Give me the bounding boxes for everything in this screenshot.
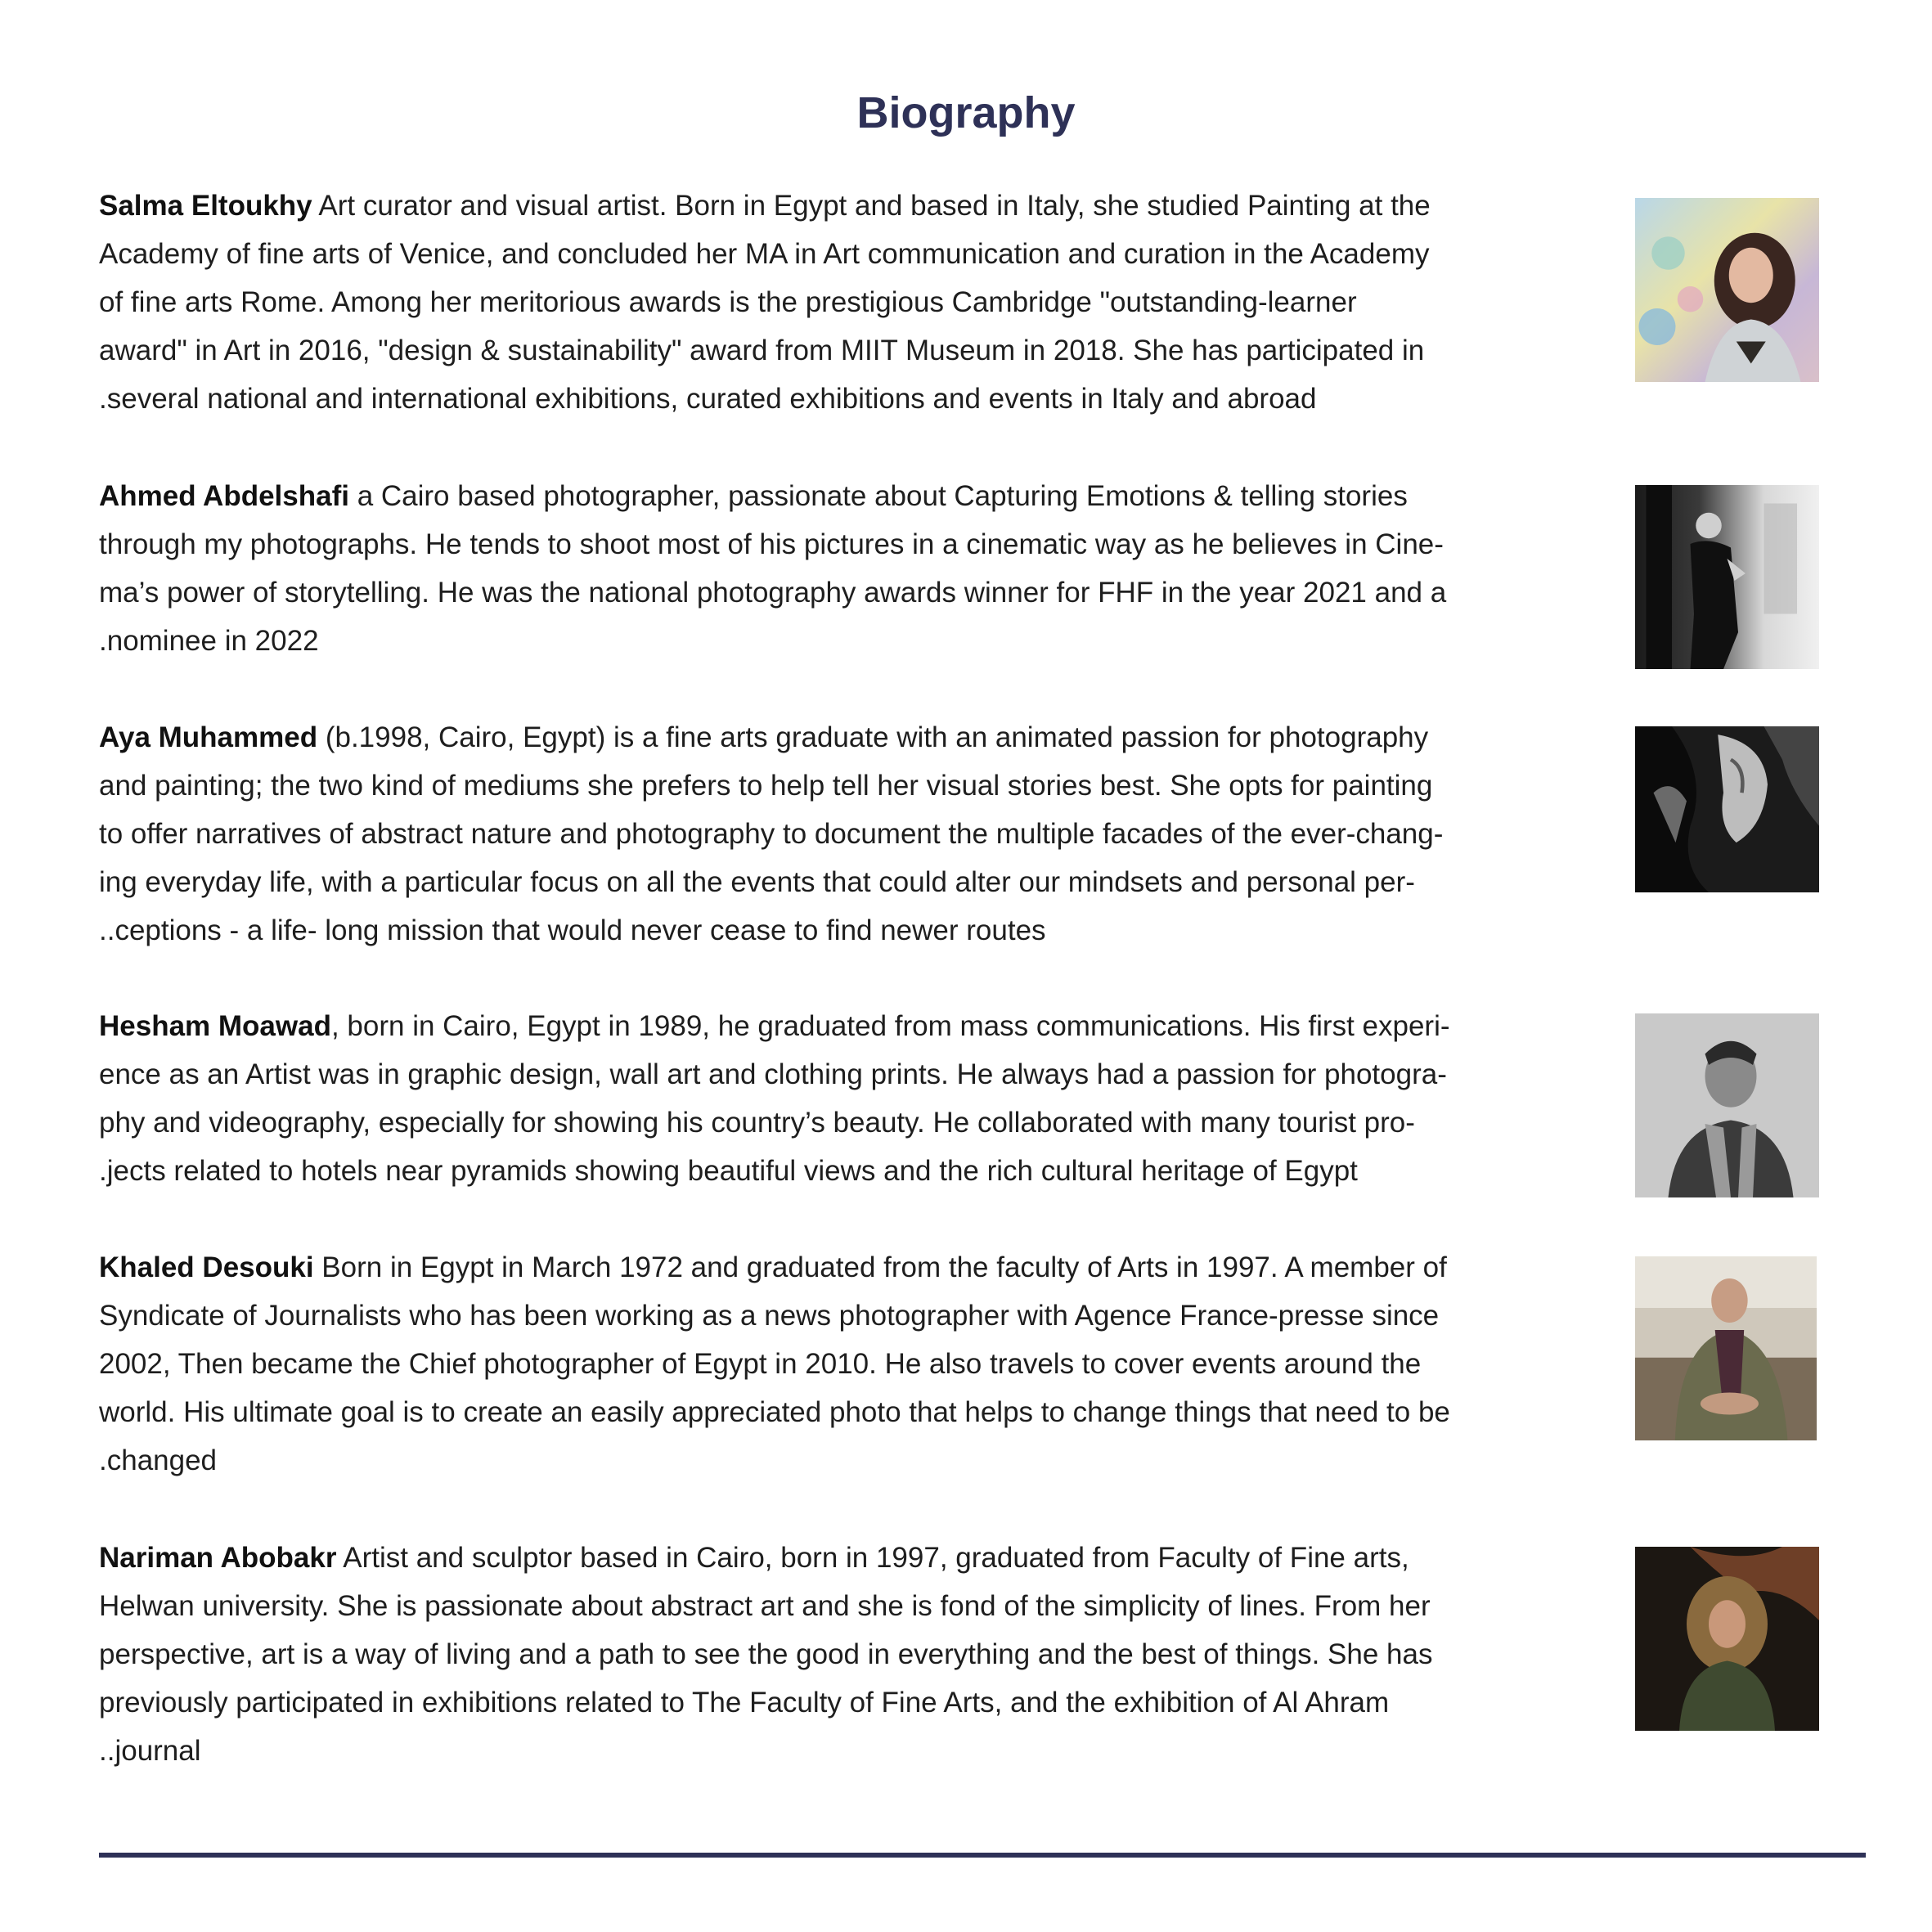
bio-body: (b.1998, Cairo, Egypt) is a fine arts graduate with an animated passion for photography and painting; the two kind of mediums she prefers to help tell her visual stories best. She opts for painting to offer narratives of abstract nature and photography to document the multiple facades of the ever-chang- ing everyday life, with a particular focus on all the events that could alter our mindsets and personal per- ..ceptions - a life- long mission that would never cease to find newer routes — [99, 721, 1444, 946]
bio-text — [99, 1243, 1596, 1485]
bio-text — [99, 1534, 1596, 1775]
portrait-photo-nariman — [1635, 1547, 1819, 1731]
bio-body: Born in Egypt in March 1972 and graduated from the faculty of Arts in 1997. A member of Syndicate of Journalists who has been working as a news photographer with Agence France-presse since 2002, Then became the Chief photographer of Egypt in 2010. He also travels to cover events around the world. His ultimate goal is to create an easily appreciated photo that helps to change things that need to be .changed — [99, 1251, 1450, 1476]
bio-text — [99, 182, 1596, 423]
bio-text — [99, 472, 1596, 665]
portrait-photo-aya — [1635, 726, 1819, 892]
portrait-photo-salma — [1635, 198, 1819, 382]
page-title: Biography — [856, 88, 1076, 137]
bio-body: Artist and sculptor based in Cairo, born in 1997, graduated from Faculty of Fine arts, Helwan university. She is passionate about abstract art and she is fond of the simplicity of lines. From her perspective, art is a way of living and a path to see the good in everything and the best of things. She has previously participated in exhibitions related to The Faculty of Fine Arts, and the exhibition of Al Ahram ..journal — [99, 1542, 1433, 1767]
bio-name: Ahmed Abdelshafi — [99, 480, 349, 512]
bio-name: Hesham Moawad — [99, 1010, 331, 1042]
bio-text — [99, 1002, 1596, 1195]
bio-body: a Cairo based photographer, passionate about Capturing Emotions & telling stories through my photographs. He tends to shoot most of his pictures in a cinematic way as he believes in Cine- ma’s power of storytelling. He was the national photography awards winner for FHF in the year 2021 and a .nominee in 2022 — [99, 480, 1447, 657]
bio-body: , born in Cairo, Egypt in 1989, he graduated from mass communications. His first experi- ence as an Artist was in graphic design, wall art and clothing prints. He always had a passion for photogra- phy and videography, especially for showing his country’s beauty. He collaborated with many tourist pro- .jects related to hotels near pyramids showing beautiful views and the rich cultural heritage of Egypt — [99, 1010, 1450, 1187]
bio-name: Aya Muhammed — [99, 721, 318, 753]
bio-name: Khaled Desouki — [99, 1251, 314, 1283]
portrait-photo-ahmed — [1635, 485, 1819, 669]
bio-name: Salma Eltoukhy — [99, 190, 312, 222]
bio-name: Nariman Abobakr — [99, 1542, 337, 1574]
bio-text — [99, 713, 1596, 955]
footer-divider — [99, 1853, 1866, 1858]
portrait-photo-hesham — [1635, 1013, 1819, 1197]
bio-body: Art curator and visual artist. Born in Egypt and based in Italy, she studied Painting at the Academy of fine arts of Venice, and concluded her MA in Art communication and curation in the Academy of fine arts Rome. Among her meritorious awards is the prestigious Cambridge "outstanding-learner award" in Art in 2016, "design & sustainability" award from MIIT Museum in 2018. She has participated in .several national and international exhibitions, curated exhibitions and events in Italy and abroad — [99, 190, 1431, 415]
portrait-photo-khaled — [1635, 1256, 1817, 1440]
